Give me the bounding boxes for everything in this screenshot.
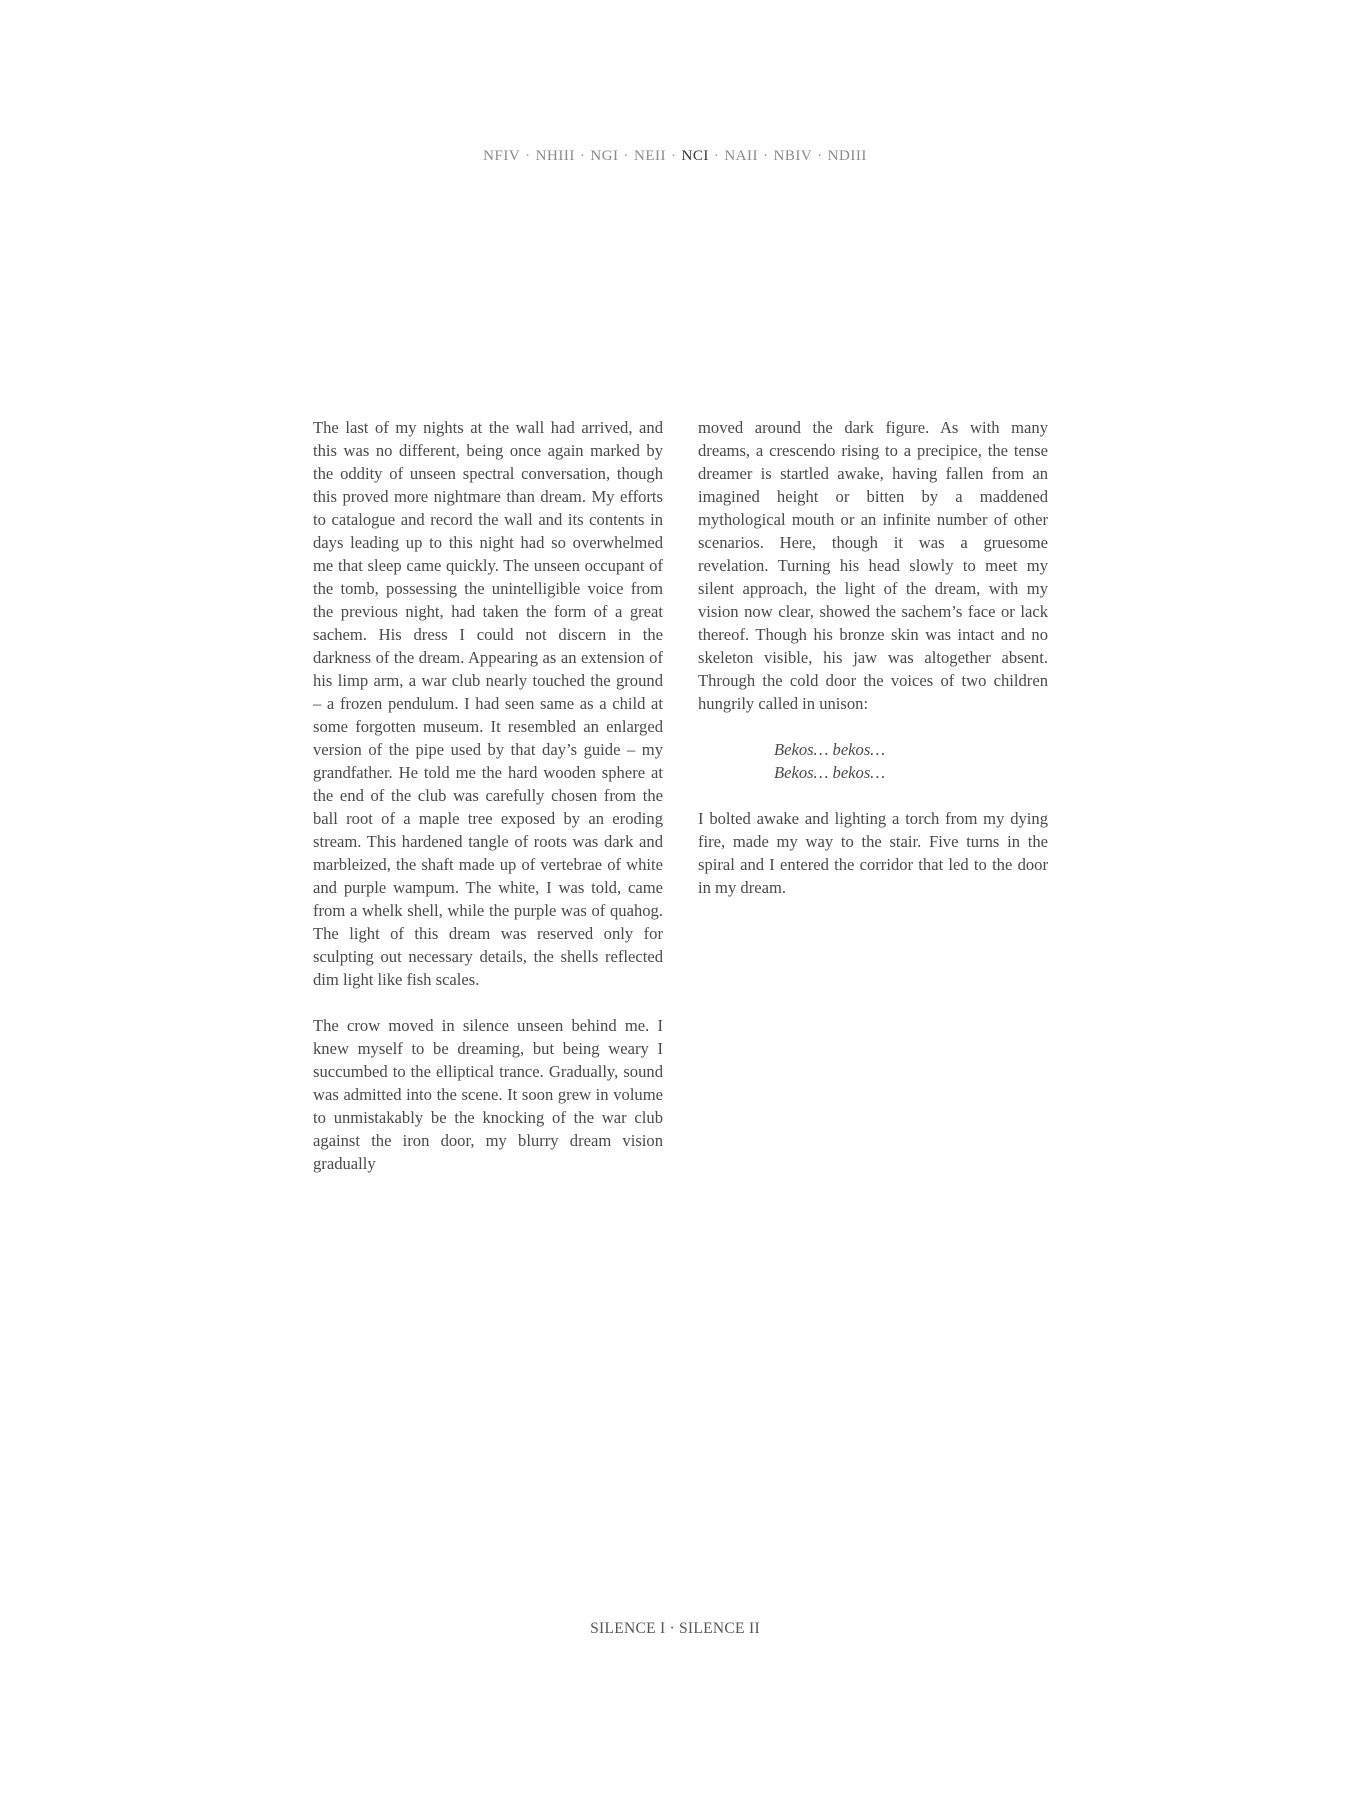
chant-line: Bekos… bekos…	[774, 740, 886, 759]
page-footer	[0, 1620, 1350, 1638]
nav-item-naii[interactable]: NAII	[724, 148, 758, 164]
body-paragraph: I bolted awake and lighting a torch from my dying fire, made my way to the stair. Five turns in the spiral and I entered the corridor that led to the door in my dream.	[698, 809, 1048, 897]
nav-separator: ·	[671, 148, 677, 164]
nav-separator: ·	[763, 148, 769, 164]
nav-separator: ·	[623, 148, 629, 164]
chant-line: Bekos… bekos…	[774, 763, 886, 782]
chapter-navigation	[0, 148, 1350, 165]
chant-verse	[774, 738, 1048, 784]
nav-item-nfiv[interactable]: NFIV	[483, 148, 521, 164]
body-paragraph: moved around the dark figure. As with many dreams, a crescendo rising to a precipice, the tense dreamer is startled awake, having fallen from an imagined height or bitten by a maddened mythological mouth or an infinite number of other scenarios. Here, though it was a gruesome revelation. Turning his head slowly to meet my silent approach, the light of the dream, with my vision now clear, showed the sachem’s face or lack thereof. Though his bronze skin was intact and no skeleton visible, his jaw was altogether absent. Through the cold door the voices of two children hungrily called in unison:	[698, 418, 1048, 713]
nav-item-neii[interactable]: NEII	[634, 148, 666, 164]
nav-item-nci-current[interactable]: NCI	[681, 148, 709, 164]
nav-separator: ·	[579, 148, 586, 164]
nav-separator: ·	[817, 148, 823, 164]
nav-separator: ·	[525, 148, 531, 164]
text-column-left	[313, 416, 663, 1198]
footer-separator: ·	[669, 1620, 675, 1637]
nav-item-ndiii[interactable]: NDIII	[827, 148, 867, 164]
nav-item-nbiv[interactable]: NBIV	[773, 148, 813, 164]
body-paragraph: The crow moved in silence unseen behind me. I knew myself to be dreaming, but being weary I succumbed to the elliptical trance. Gradually, sound was admitted into the scene. It soon grew in volume to unmistakably be the knocking of the war club against the iron door, my blurry dream vision gradually	[313, 1016, 663, 1173]
body-paragraph: The last of my nights at the wall had arrived, and this was no different, being once again marked by the oddity of unseen spectral conversation, though this proved more nightmare than dream. My efforts to catalogue and record the wall and its contents in days leading up to this night had so overwhelmed me that sleep came quickly. The unseen occupant of the tomb, possessing the unintelligible voice from the previous night, had taken the form of a great sachem. His dress I could not discern in the darkness of the dream. Appearing as an extension of his limp arm, a war club nearly touched the ground – a frozen pendulum. I had seen same as a child at some forgotten museum. It resembled an enlarged version of the pipe used by that day’s guide – my grandfather. He told me the hard wooden sphere at the end of the club was carefully chosen from the ball root of a maple tree exposed by an eroding stream. This hardened tangle of roots was dark and marbleized, the shaft made up of vertebrae of white and purple wampum. The white, I was told, came from a whelk shell, while the purple was of quahog. The light of this dream was reserved only for sculpting out necessary details, the shells reflected dim light like fish scales.	[313, 418, 663, 989]
nav-separator: ·	[713, 148, 720, 164]
nav-item-ngi[interactable]: NGI	[590, 148, 619, 164]
text-column-right	[698, 416, 1048, 922]
nav-item-nhiii[interactable]: NHIII	[535, 148, 575, 164]
footer-link-silence-ii[interactable]: SILENCE II	[679, 1620, 760, 1637]
footer-link-silence-i[interactable]: SILENCE I	[590, 1620, 666, 1637]
